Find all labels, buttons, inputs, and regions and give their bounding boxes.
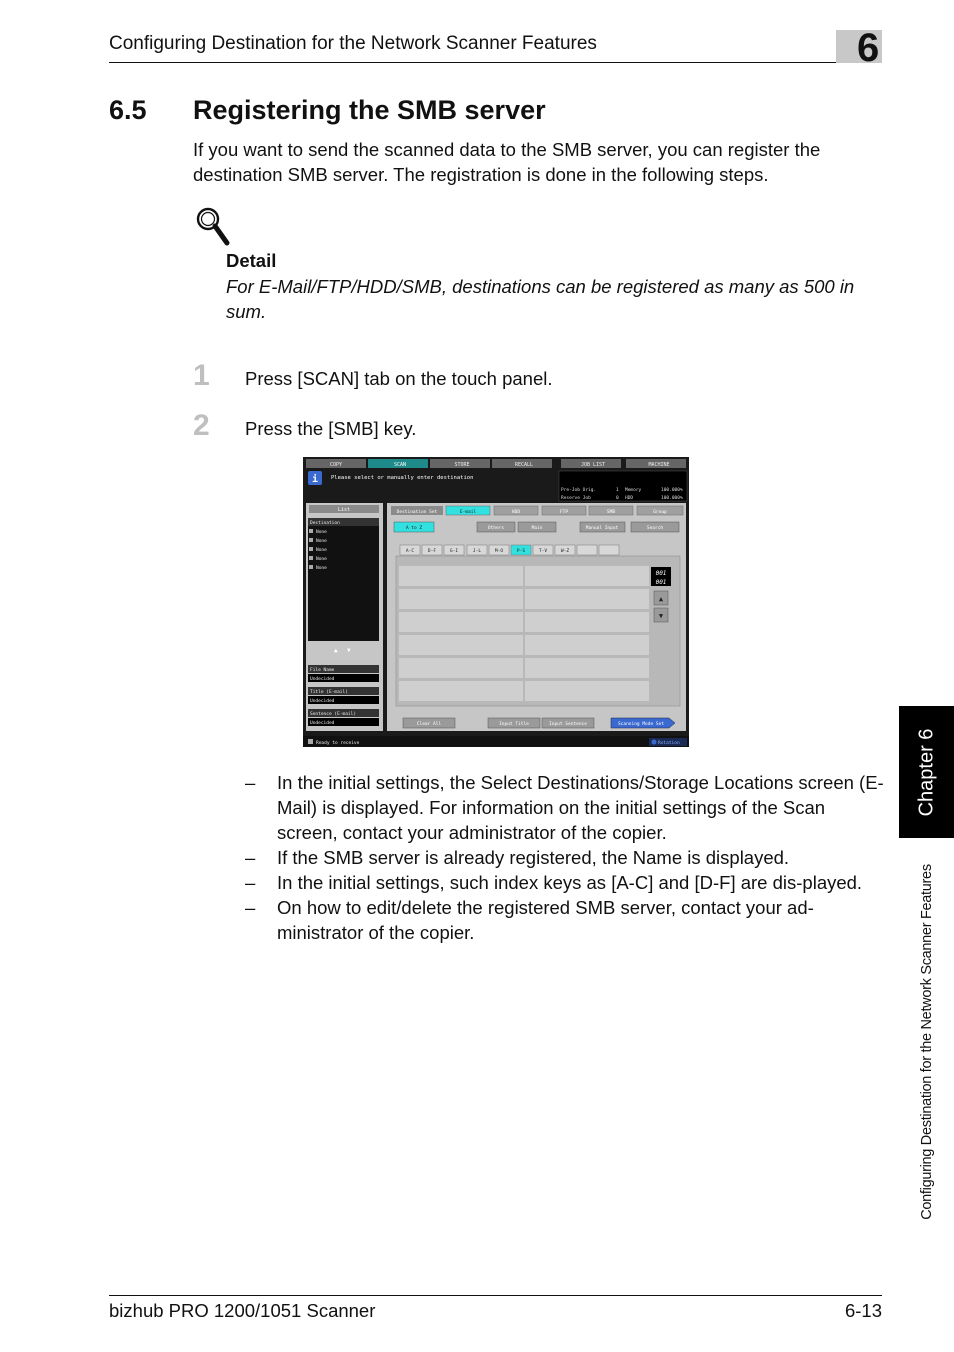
list-down-icon[interactable]: ▼ (347, 647, 351, 654)
page-up-icon[interactable]: ▲ (658, 595, 664, 603)
bullet-dash: – (245, 847, 256, 868)
bullet-dash: – (245, 872, 256, 893)
type-tabs (446, 506, 683, 515)
clear-all-label: Clear All (416, 722, 442, 727)
screen-message: Please select or manually enter destination (331, 475, 474, 481)
a-to-z-label: A to Z (405, 526, 423, 531)
file-name-value[interactable]: Undecided (310, 677, 335, 682)
bullet-item (245, 770, 885, 845)
detail-label: Detail (226, 250, 277, 271)
sentence-value[interactable]: Undecided (310, 721, 335, 726)
bullet-item (245, 870, 885, 895)
footer-page-number: 6-13 (844, 1300, 882, 1321)
destination-set-label: Destination Set (396, 510, 438, 515)
info-icon: i (311, 474, 319, 485)
bullet-text: If the SMB server is already registered, the Name is displayed. (277, 847, 790, 868)
file-name-label: File Name (310, 668, 335, 673)
destination-item[interactable]: None (316, 548, 327, 553)
input-sentence-label: Input Sentence (549, 722, 587, 727)
footer-rule (109, 1295, 882, 1296)
list-up-icon[interactable]: ▲ (334, 647, 338, 654)
chapter-side-tab-label: Chapter 6 (915, 728, 937, 816)
scanning-mode-set-label: Scanning Mode Set (617, 722, 665, 727)
hdd-value: 100.000% (661, 496, 683, 501)
type-tab-email-label: E-mail (459, 510, 477, 515)
type-tab-smb-label: SMB (606, 510, 616, 515)
destination-header: Destination (310, 521, 340, 526)
type-tab-ftp-label: FTP (559, 510, 569, 515)
pre-job-label: Pre-Job Orig. (561, 488, 597, 493)
touch-panel-screenshot (303, 457, 689, 747)
title-label: Title (E-mail) (310, 690, 348, 695)
tab-recall[interactable]: RECALL (514, 462, 534, 468)
index-key[interactable]: A-C (405, 549, 415, 554)
manual-input-label: Manual Input (585, 526, 619, 531)
index-key[interactable]: G-I (449, 549, 459, 554)
type-tab-hdd-label: HDD (511, 510, 521, 515)
tab-copy[interactable]: COPY (329, 462, 343, 468)
destination-item[interactable]: None (316, 566, 327, 571)
destination-item[interactable]: None (316, 557, 327, 562)
footer-product: bizhub PRO 1200/1051 Scanner (109, 1300, 376, 1321)
bullet-text: In the initial settings, the Select Destinations/Storage Locations screen (E-Mail) is displayed. For information on the initial settings of the Scan screen, contact your administrator of the copier. (277, 772, 884, 843)
index-key[interactable]: M-O (494, 549, 504, 554)
tab-store[interactable]: STORE (454, 462, 470, 468)
sentence-label: Sentence (E-mail) (310, 712, 357, 717)
section-number: 6.5 (109, 95, 147, 125)
magnifier-icon (194, 205, 230, 247)
detail-text: For E-Mail/FTP/HDD/SMB, destinations can be registered as many as 500 in sum. (226, 276, 855, 322)
bullet-item (245, 895, 885, 945)
bullet-item (245, 845, 885, 870)
reserve-value: 0 (616, 496, 619, 501)
index-key[interactable]: W-Z (560, 549, 570, 554)
index-key[interactable]: D-F (427, 549, 437, 554)
memory-label: Memory (625, 488, 642, 493)
rotation-icon (652, 740, 657, 745)
bullet-text: On how to edit/delete the registered SMB server, contact your ad-ministrator of the copier. (277, 897, 814, 943)
step-text-1: Press [SCAN] tab on the touch panel. (245, 368, 553, 389)
bullet-dash: – (245, 897, 256, 918)
top-tabs (306, 459, 686, 468)
bullet-text: In the initial settings, such index keys as [A-C] and [D-F] are dis-played. (277, 872, 863, 893)
tab-job-list[interactable]: JOB LIST (580, 462, 606, 468)
index-key[interactable]: T-V (538, 549, 548, 554)
intro-paragraph: If you want to send the scanned data to the SMB server, you can register the destination SMB server. The registration is done in the following steps. (193, 139, 821, 185)
side-section-title (899, 862, 954, 1222)
input-title-label: Input Title (499, 722, 529, 727)
others-label: Others (487, 526, 505, 531)
main-label: Main (531, 526, 543, 531)
step-number-2: 2 (193, 409, 210, 442)
hdd-label: HDD (625, 496, 634, 501)
title-value[interactable]: Undecided (310, 699, 335, 704)
destination-item[interactable]: None (316, 539, 327, 544)
index-key[interactable]: J-L (472, 549, 482, 554)
page-counter-top: 001 (655, 570, 667, 577)
type-tab-group-label: Group (653, 510, 667, 515)
bullet-dash: – (245, 772, 256, 793)
tab-scan[interactable]: SCAN (393, 462, 407, 468)
page-down-icon[interactable]: ▼ (658, 612, 664, 620)
printer-icon (308, 739, 313, 744)
index-key[interactable]: P-S (516, 549, 526, 554)
step-number-1: 1 (193, 359, 210, 392)
search-label: Search (646, 526, 664, 531)
chapter-number: 6 (857, 26, 880, 70)
pre-job-value: 1 (616, 488, 619, 493)
list-button-label: List (337, 507, 351, 513)
chapter-side-tab-text (899, 706, 954, 838)
status-bar-text: Ready to receive (316, 741, 360, 746)
page-counter-bottom: 001 (655, 579, 667, 586)
side-section-title-text: Configuring Destination for the Network Scanner Features (918, 864, 935, 1220)
running-header: Configuring Destination for the Network Scanner Features (109, 33, 597, 54)
header-rule (109, 62, 882, 63)
step-text-2: Press the [SMB] key. (245, 418, 417, 439)
destination-item[interactable]: None (316, 530, 327, 535)
section-title: Registering the SMB server (193, 95, 546, 125)
reserve-label: Reserve Job (561, 496, 591, 501)
tab-machine[interactable]: MACHINE (648, 462, 670, 468)
bullet-list (245, 770, 885, 945)
rotation-label[interactable]: Rotation (658, 741, 680, 746)
memory-value: 100.000% (661, 488, 683, 493)
